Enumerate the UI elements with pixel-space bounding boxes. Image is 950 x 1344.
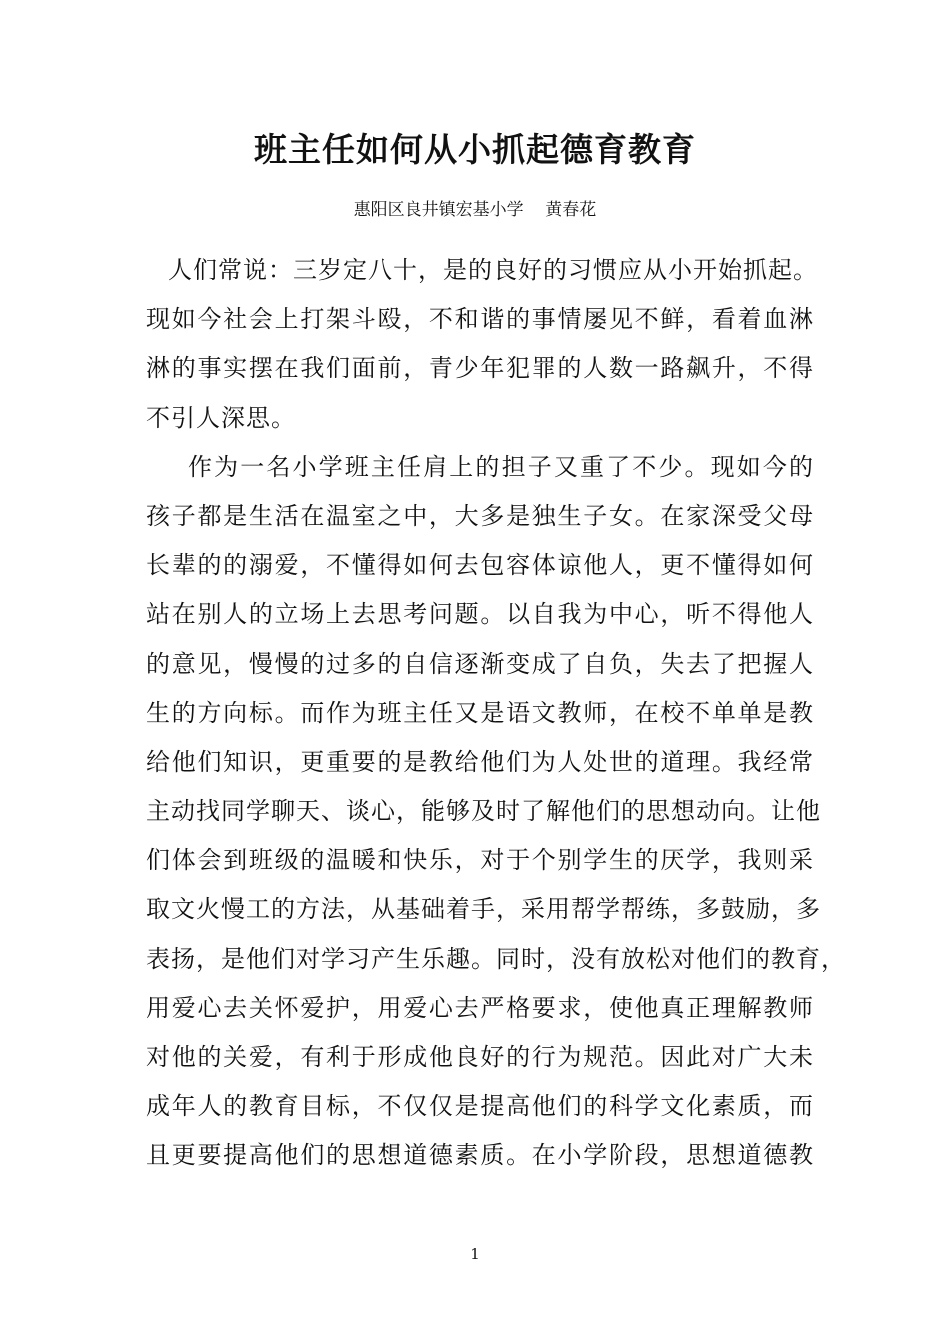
- text-line: 们体会到班级的温暖和快乐，对于个别学生的厌学，我则采: [146, 846, 814, 875]
- text-line: 给他们知识，更重要的是教给他们为人处世的道理。我经常: [146, 747, 814, 776]
- text-line: 对他的关爱，有利于形成他良好的行为规范。因此对广大未: [146, 1043, 814, 1071]
- text-line: 不引人深思。: [146, 403, 296, 432]
- body-text: [146, 246, 846, 1181]
- text-line: 表扬，是他们对学习产生乐趣。同时，没有放松对他们的教育，: [146, 944, 846, 973]
- text-line: 人们常说：三岁定八十，是的良好的习惯应从小开始抓起。: [168, 256, 818, 284]
- text-line: 成年人的教育目标，不仅仅是提高他们的科学文化素质，而: [146, 1092, 814, 1121]
- text-line: 现如今社会上打架斗殴，不和谐的事情屡见不鲜，看着血淋: [146, 305, 814, 334]
- text-line: 生的方向标。而作为班主任又是语文教师，在校不单单是教: [146, 698, 814, 727]
- text-line: 站在别人的立场上去思考问题。以自我为中心，听不得他人: [146, 600, 814, 629]
- document-title: 班主任如何从小抓起德育教育: [254, 130, 696, 169]
- text-line: 且更要提高他们的思想道德素质。在小学阶段，思想道德教: [146, 1141, 814, 1170]
- page-number: 1: [470, 1245, 480, 1263]
- text-line: 的意见，慢慢的过多的自信逐渐变成了自负，失去了把握人: [146, 649, 814, 678]
- text-line: 用爱心去关怀爱护，用爱心去严格要求，使他真正理解教师: [146, 993, 814, 1022]
- paragraph: [146, 443, 846, 1181]
- text-line: 孩子都是生活在温室之中，大多是独生子女。在家深受父母: [146, 501, 814, 530]
- author-byline: 惠阳区良井镇宏基小学 黄春花: [353, 200, 597, 220]
- text-line: 作为一名小学班主任肩上的担子又重了不少。现如今的: [188, 452, 814, 481]
- text-line: 取文火慢工的方法，从基础着手，采用帮学帮练，多鼓励，多: [146, 895, 821, 924]
- text-line: 长辈的的溺爱，不懂得如何去包容体谅他人，更不懂得如何: [146, 551, 814, 580]
- text-line: 主动找同学聊天、谈心，能够及时了解他们的思想动向。让他: [146, 797, 821, 826]
- paragraph: [146, 246, 818, 443]
- text-line: 淋的事实摆在我们面前，青少年犯罪的人数一路飙升，不得: [146, 354, 814, 383]
